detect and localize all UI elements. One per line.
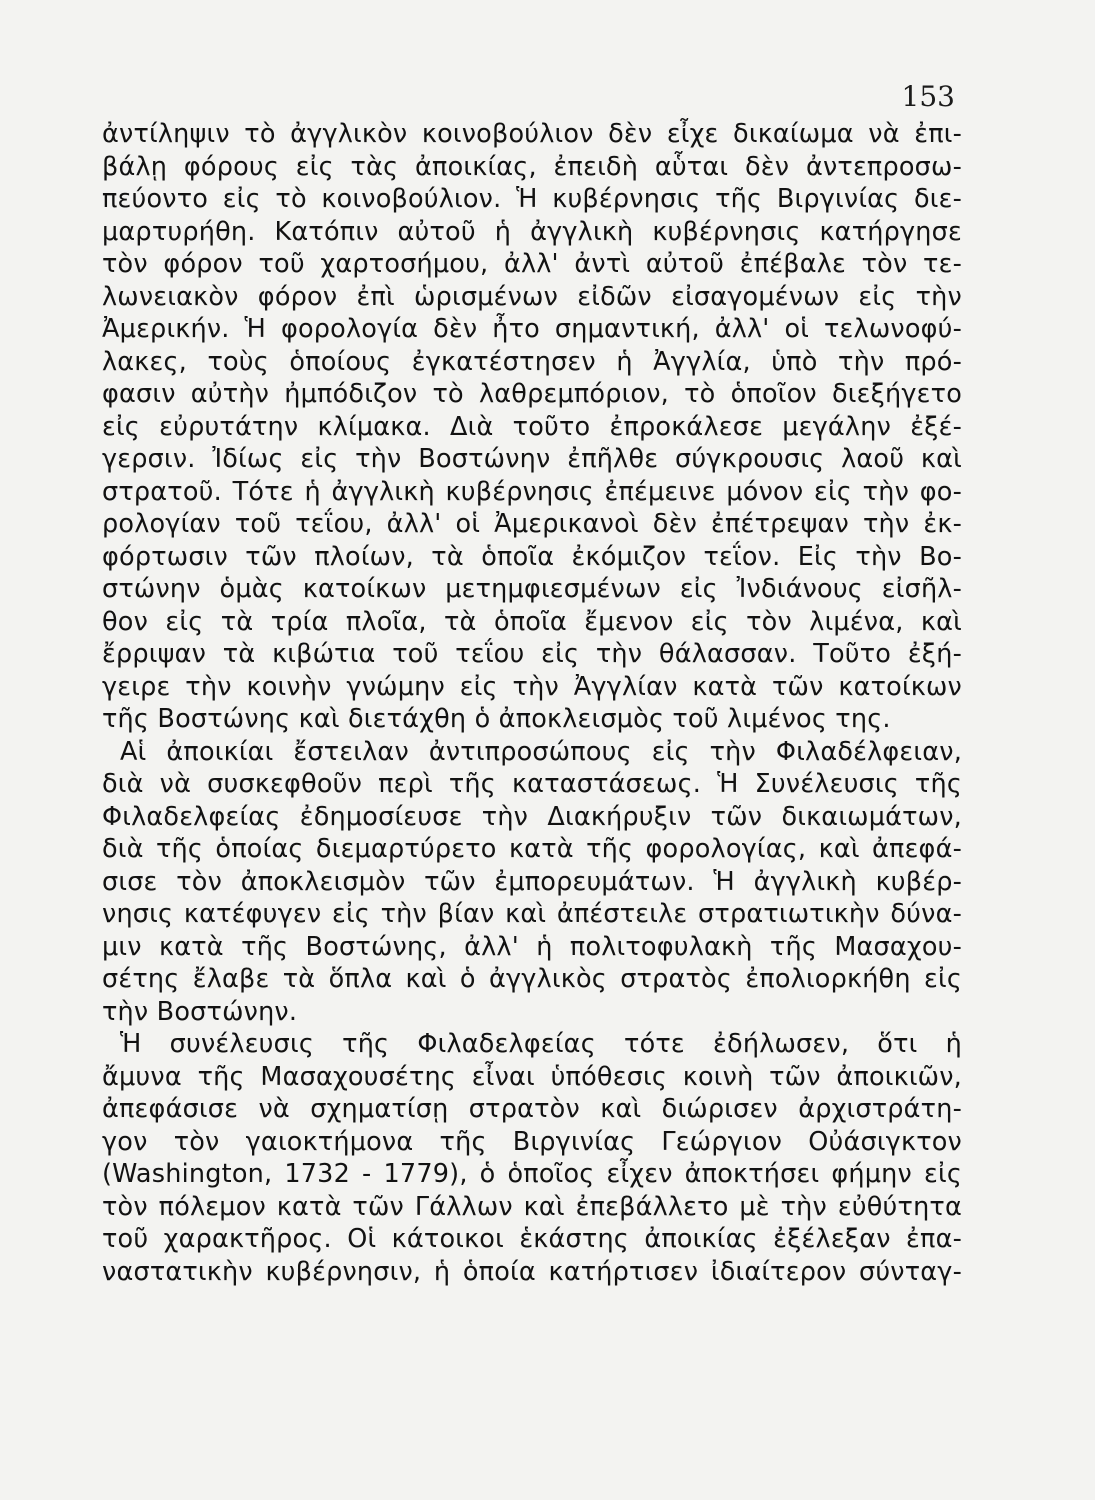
text-line: τῆς Βοστώνης καὶ διετάχθη ὁ ἀποκλεισμὸς τοῦ λιμένος της. bbox=[102, 704, 891, 734]
text-line: Φιλαδελφείας ἐδημοσίευσε τὴν Διακήρυξιν τῶν δικαιωμάτων, bbox=[102, 801, 962, 832]
text-line: τὸν πόλεμον κατὰ τῶν Γάλλων καὶ ἐπεβάλλετο μὲ τὴν εὐθύτητα bbox=[102, 1191, 962, 1222]
text-line: τὴν Βοστώνην. bbox=[102, 996, 298, 1027]
text-line: σισε τὸν ἀποκλεισμὸν τῶν ἐμπορευμάτων. Ἡ ἀγγλικὴ κυβέρ- bbox=[102, 866, 962, 897]
text-line: τοῦ χαρακτῆρος. Οἱ κάτοικοι ἑκάστης ἀποικίας ἐξέλεξαν ἐπα- bbox=[102, 1224, 962, 1254]
text-line: μιν κατὰ τῆς Βοστώνης, ἀλλ' ἡ πολιτοφυλακὴ τῆς Μασαχου- bbox=[102, 931, 962, 962]
text-line: σέτης ἔλαβε τὰ ὅπλα καὶ ὁ ἀγγλικὸς στρατὸς ἐπολιορκήθη εἰς bbox=[102, 964, 962, 994]
text-line: νησις κατέφυγεν εἰς τὴν βίαν καὶ ἀπέστειλε στρατιωτικὴν δύνα- bbox=[102, 899, 962, 929]
text-line: διὰ τῆς ὁποίας διεμαρτύρετο κατὰ τῆς φορολογίας, καὶ ἀπεφά- bbox=[102, 834, 962, 864]
text-line: λωνειακὸν φόρον ἐπὶ ὡρισμένων εἰδῶν εἰσαγομένων εἰς τὴν bbox=[102, 281, 962, 312]
text-line: τὸν φόρον τοῦ χαρτοσήμου, ἀλλ' ἀντὶ αὐτοῦ ἐπέβαλε τὸν τε- bbox=[102, 249, 962, 279]
text-line: ρολογίαν τοῦ τεΐου, ἀλλ' οἱ Ἀμερικανοὶ δὲν ἐπέτρεψαν τὴν ἐκ- bbox=[102, 509, 962, 539]
text-line: πεύοντο εἰς τὸ κοινοβούλιον. Ἡ κυβέρνησις τῆς Βιργινίας διε- bbox=[102, 184, 962, 214]
text-line: ναστατικὴν κυβέρνησιν, ἡ ὁποία κατήρτισεν ἰδιαίτερον σύνταγ- bbox=[102, 1256, 962, 1287]
text-line: εἰς εὐρυτάτην κλίμακα. Διὰ τοῦτο ἐπροκάλεσε μεγάλην ἐξέ- bbox=[102, 411, 962, 442]
body-text bbox=[102, 118, 962, 1288]
text-line: διὰ νὰ συσκεφθοῦν περὶ τῆς καταστάσεως. Ἡ Συνέλευσις τῆς bbox=[102, 769, 962, 799]
text-line: ἔρριψαν τὰ κιβώτια τοῦ τεΐου εἰς τὴν θάλασσαν. Τοῦτο ἐξή- bbox=[102, 639, 962, 669]
text-line: μαρτυρήθη. Κατόπιν αὐτοῦ ἡ ἀγγλικὴ κυβέρνησις κατήργησε bbox=[102, 216, 962, 247]
text-line: ἄμυνα τῆς Μασαχουσέτης εἶναι ὑπόθεσις κοινὴ τῶν ἀποικιῶν, bbox=[102, 1061, 962, 1092]
text-line: φόρτωσιν τῶν πλοίων, τὰ ὁποῖα ἐκόμιζον τεΐον. Εἰς τὴν Βο- bbox=[102, 541, 962, 572]
text-line: γον τὸν γαιοκτήμονα τῆς Βιργινίας Γεώργιον Οὐάσιγκτον bbox=[102, 1126, 962, 1157]
text-line: ἀντίληψιν τὸ ἀγγλικὸν κοινοβούλιον δὲν εἶχε δικαίωμα νὰ ἐπι- bbox=[102, 119, 962, 149]
page-number: 153 bbox=[901, 80, 955, 113]
text-line: στώνην ὁμὰς κατοίκων μετημφιεσμένων εἰς Ἰνδιάνους εἰσῆλ- bbox=[102, 574, 962, 604]
text-line: ἀπεφάσισε νὰ σχηματίσῃ στρατὸν καὶ διώρισεν ἀρχιστράτη- bbox=[102, 1094, 962, 1124]
text-line: γειρε τὴν κοινὴν γνώμην εἰς τὴν Ἀγγλίαν κατὰ τῶν κατοίκων bbox=[102, 671, 962, 702]
text-line: Αἱ ἀποικίαι ἔστειλαν ἀντιπροσώπους εἰς τὴν Φιλαδέλφειαν, bbox=[120, 736, 962, 767]
text-line: λακες, τοὺς ὁποίους ἐγκατέστησεν ἡ Ἀγγλία, ὑπὸ τὴν πρό- bbox=[102, 346, 962, 377]
text-line: θον εἰς τὰ τρία πλοῖα, τὰ ὁποῖα ἔμενον εἰς τὸν λιμένα, καὶ bbox=[102, 606, 962, 637]
text-line: βάλῃ φόρους εἰς τὰς ἀποικίας, ἐπειδὴ αὗται δὲν ἀντεπροσω- bbox=[102, 151, 962, 182]
text-line: στρατοῦ. Τότε ἡ ἀγγλικὴ κυβέρνησις ἐπέμεινε μόνον εἰς τὴν φο- bbox=[102, 476, 962, 507]
text-line: γερσιν. Ἰδίως εἰς τὴν Βοστώνην ἐπῆλθε σύγκρουσις λαοῦ καὶ bbox=[102, 444, 962, 474]
text-line: (Washington, 1732 - 1779), ὁ ὁποῖος εἶχεν ἀποκτήσει φήμην εἰς bbox=[102, 1159, 962, 1189]
text-line: φασιν αὐτὴν ἠμπόδιζον τὸ λαθρεμπόριον, τὸ ὁποῖον διεξήγετο bbox=[102, 379, 962, 409]
text-line: Ἀμερικήν. Ἡ φορολογία δὲν ἦτο σημαντική, ἀλλ' οἱ τελωνοφύ- bbox=[102, 314, 962, 344]
text-line: Ἡ συνέλευσις τῆς Φιλαδελφείας τότε ἐδήλωσεν, ὅτι ἡ bbox=[120, 1029, 962, 1059]
